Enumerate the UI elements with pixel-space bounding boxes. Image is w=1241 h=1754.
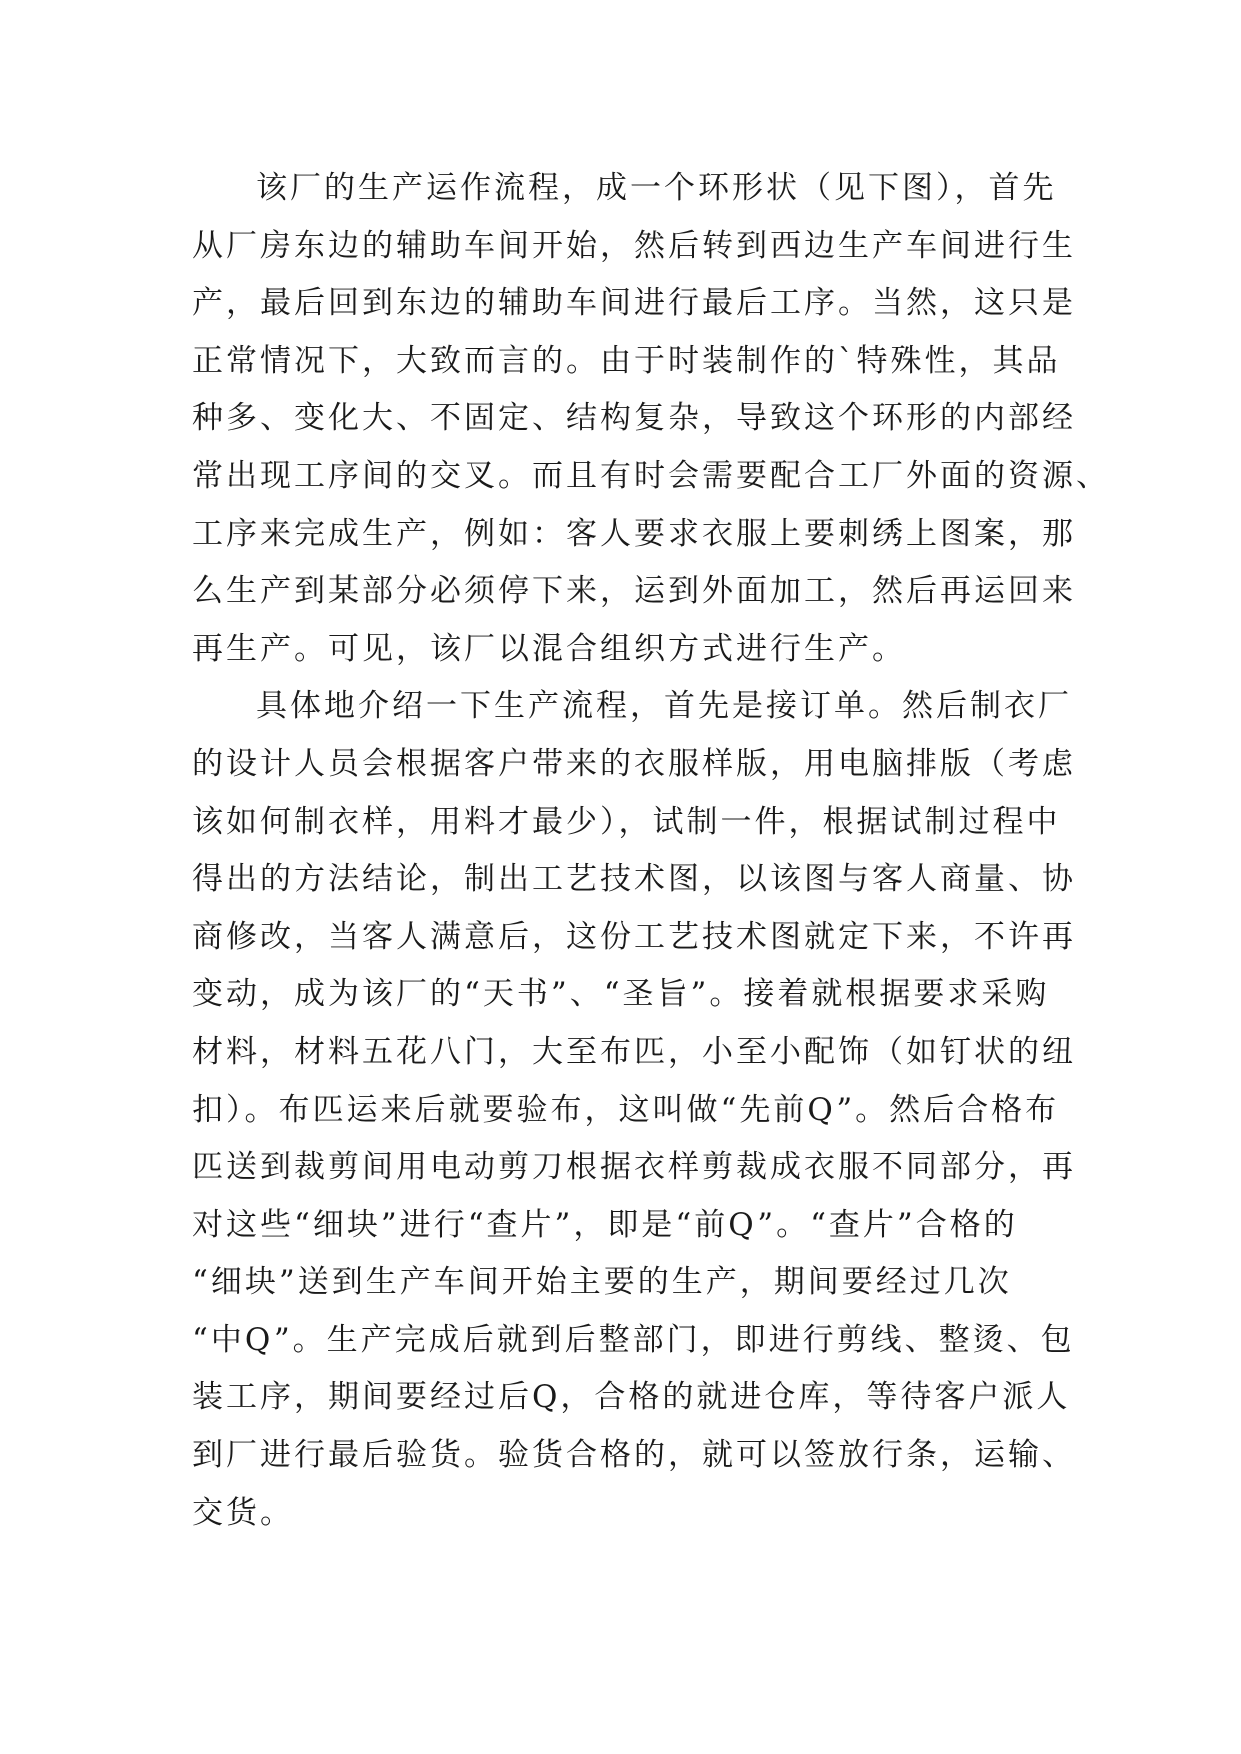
text-line: 的设计人员会根据客户带来的衣服样版，用电脑排版（考虑 [192,745,1076,782]
text-line: 材料，材料五花八门，大至布匹，小至小配饰（如钉状的纽 [192,1033,1076,1070]
text-line: 变动，成为该厂的“天书”、“圣旨”。接着就根据要求采购 [192,976,1050,1013]
text-line: 该如何制衣样，用料才最少），试制一件，根据试制过程中 [192,803,1061,840]
paragraph-process-detail [192,678,1092,1542]
text-line: “细块”送到生产车间开始主要的生产，期间要经过几次 [192,1264,1012,1301]
text-line: 该厂的生产运作流程，成一个环形状（见下图），首先 [256,170,1057,206]
text-line: 具体地介绍一下生产流程，首先是接订单。然后制衣厂 [256,688,1072,725]
text-line: 正常情况下，大致而言的。由于时装制作的`特殊性，其品 [192,342,1061,379]
text-line: 得出的方法结论，制出工艺技术图，以该图与客人商量、协 [192,861,1076,898]
text-line: 商修改，当客人满意后，这份工艺技术图就定下来，不许再 [192,918,1076,955]
text-line: 装工序，期间要经过后Q，合格的就进仓库，等待客户派人 [192,1379,1071,1416]
text-line: “中Q”。生产完成后就到后整部门，即进行剪线、整烫、包 [192,1321,1075,1358]
paragraph-production-flow [192,160,1110,678]
text-line: 产，最后回到东边的辅助车间进行最后工序。当然，这只是 [192,285,1076,322]
text-line: 工序来完成生产，例如：客人要求衣服上要刺绣上图案，那 [192,515,1076,552]
text-line: 再生产。可见，该厂以混合组织方式进行生产。 [192,630,906,667]
text-line: 到厂进行最后验货。验货合格的，就可以签放行条，运输、 [192,1437,1076,1474]
text-line: 扣）。布匹运来后就要验布，这叫做“先前Q”。然后合格布 [192,1091,1060,1128]
text-line: 匹送到裁剪间用电动剪刀根据衣样剪裁成衣服不同部分，再 [192,1149,1076,1186]
text-line: 常出现工序间的交叉。而且有时会需要配合工厂外面的资源、 [192,457,1110,494]
document-body [192,160,1110,1542]
text-line: 么生产到某部分必须停下来，运到外面加工，然后再运回来 [192,573,1076,610]
text-line: 对这些“细块”进行“查片”，即是“前Q”。“查片”合格的 [192,1206,1018,1243]
text-line: 从厂房东边的辅助车间开始，然后转到西边生产车间进行生 [192,227,1076,264]
text-line: 交货。 [192,1494,294,1531]
text-line: 种多、变化大、不固定、结构复杂，导致这个环形的内部经 [192,400,1076,437]
